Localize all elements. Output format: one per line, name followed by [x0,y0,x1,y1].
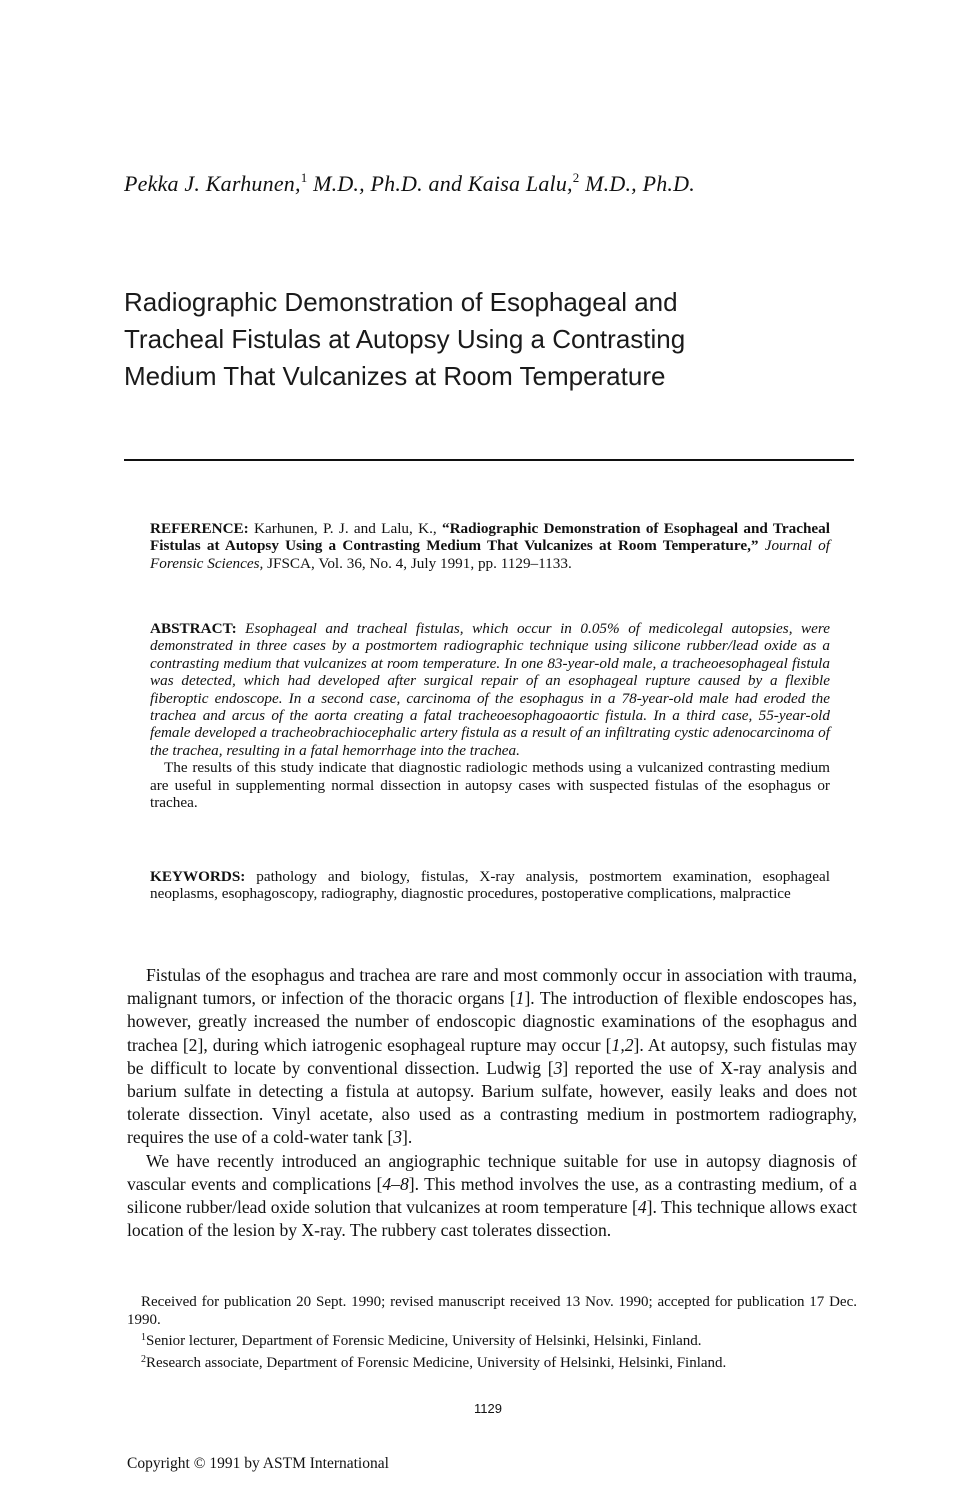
keywords-label: KEYWORDS: [150,868,246,885]
body-p1-segment: ]. At autopsy, such fistulas may be difficult to locate by conventional dissection. Ludwig [ [127,1034,857,1078]
title-line-1: Radiographic Demonstration of Esophageal and [124,287,678,317]
abstract-label: ABSTRACT: [150,620,237,637]
citation: 1,2 [611,1034,634,1055]
author-2-footnote-mark: 2 [572,170,580,185]
body-p1-segment: Fistulas of the esophagus and trachea are rare and most commonly occur in association with trauma, malignant tumors, or infection of the thoracic organs [ [127,965,857,1009]
footnote-2 [127,1351,857,1373]
body-p1-segment: ]. The introduction of flexible endoscopes has, however, greatly increased the number of endoscopic diagnostic examinations of the esophagus and trachea [2], during which iatrogenic esophageal rupture may occur [ [127,988,857,1055]
body-p2-segment: ]. This method involves the use, as a contrasting medium, of a silicone rubber/lead oxide solution that vulcanizes at room temperature [ [127,1173,857,1218]
body-p1-segment: ]. [402,1127,413,1148]
received-note: Received for publication 20 Sept. 1990; revised manuscript received 13 Nov. 1990; accepted for publication 17 Dec. 1990. [127,1294,857,1328]
abstract-paragraph-1 [150,620,830,759]
citation: 4–8 [382,1173,409,1194]
title-line-2: Tracheal Fistulas at Autopsy Using a Contrasting [124,324,686,354]
reference-journal: Journal of Forensic Sciences, [150,537,830,572]
citation: 3 [393,1127,403,1148]
author-1-footnote-mark: 1 [300,170,308,185]
abstract-paragraph-2: The results of this study indicate that diagnostic radiologic methods using a vulcanized contrasting medium are useful in supplementing normal dissection in autopsy cases with suspected fistulas of the esophagus or trachea. [150,759,830,812]
footnote-2-mark: 2 [141,1353,146,1365]
title-divider [124,459,854,461]
footnote-1-text: Senior lecturer, Department of Forensic Medicine, University of Helsinki, Helsinki, Finland. [146,1333,702,1350]
footnote-1 [127,1329,857,1351]
author-1-name: Pekka J. Karhunen, [124,171,301,196]
author-line [124,170,884,197]
reference-label: REFERENCE: [150,520,249,537]
citation: 3 [553,1057,563,1078]
article-title [124,284,884,395]
reference-block [150,520,830,572]
reference-details: JFSCA, Vol. 36, No. 4, July 1991, pp. 1129–1133. [263,554,572,572]
body-paragraph-2 [127,1150,857,1243]
author-1-degree: M.D., Ph.D. and Kaisa Lalu, [307,171,573,196]
citation: 1 [515,988,525,1009]
keywords-text: pathology and biology, fistulas, X-ray analysis, postmortem examination, esophageal neoplasms, esophagoscopy, radiography, diagnostic procedures, postoperative complications, malpractice [150,868,830,903]
keywords-block [150,868,830,903]
reference-authors: Karhunen, P. J. and Lalu, K., [248,520,442,537]
footnotes [127,1294,857,1372]
body-p2-segment: We have recently introduced an angiographic technique suitable for use in autopsy diagnosis of vascular events and complications [ [127,1150,857,1194]
author-2-degree: M.D., Ph.D. [579,171,695,196]
copyright-notice: Copyright © 1991 by ASTM International [127,1455,389,1472]
footnote-1-mark: 1 [141,1332,146,1344]
title-line-3: Medium That Vulcanizes at Room Temperature [124,361,666,391]
body-text [127,964,857,1242]
abstract-block [150,620,830,811]
footnote-2-text: Research associate, Department of Forensic Medicine, University of Helsinki, Helsinki, Finland. [146,1354,727,1371]
citation: 4 [637,1197,647,1218]
body-p2-segment: ]. This technique allows exact location of the lesion by X-ray. The rubbery cast tolerates dissection. [127,1197,857,1241]
body-p1-segment: ] reported the use of X-ray analysis and barium sulfate in detecting a fistula at autopsy. Barium sulfate, however, easily leaks and does not tolerate dissection. Vinyl acetate, also used as a contrasting medium in postmortem radiography, requires the use of a cold-water tank [ [127,1057,857,1148]
page-number: 1129 [474,1401,502,1416]
reference-article-title: “Radiographic Demonstration of Esophageal and Tracheal Fistulas at Autopsy Using a Contrasting Medium That Vulcanizes at Room Temperature,” [150,520,830,555]
abstract-text-1: Esophageal and tracheal fistulas, which occur in 0.05% of medicolegal autopsies, were demonstrated in three cases by a postmortem radiographic technique using silicone rubber/lead oxide as a contrasting medium that vulcanizes at room temperature. In one 83-year-old male, a tracheoesophageal fistula was detected, which had developed after surgical repair of an esophageal rupture caused by a flexible fiberoptic endoscope. In a second case, carcinoma of the esophagus in a 78-year-old male had eroded the trachea and arcus of the aorta creating a fatal tracheoesophagoaortic fistula. In a third case, 55-year-old female developed a tracheobrachiocephalic artery fistula as a result of an infiltrating cystic adenocarcinoma of the trachea, resulting in a fatal hemorrhage into the trachea. [150,620,830,759]
body-paragraph-1 [127,964,857,1150]
